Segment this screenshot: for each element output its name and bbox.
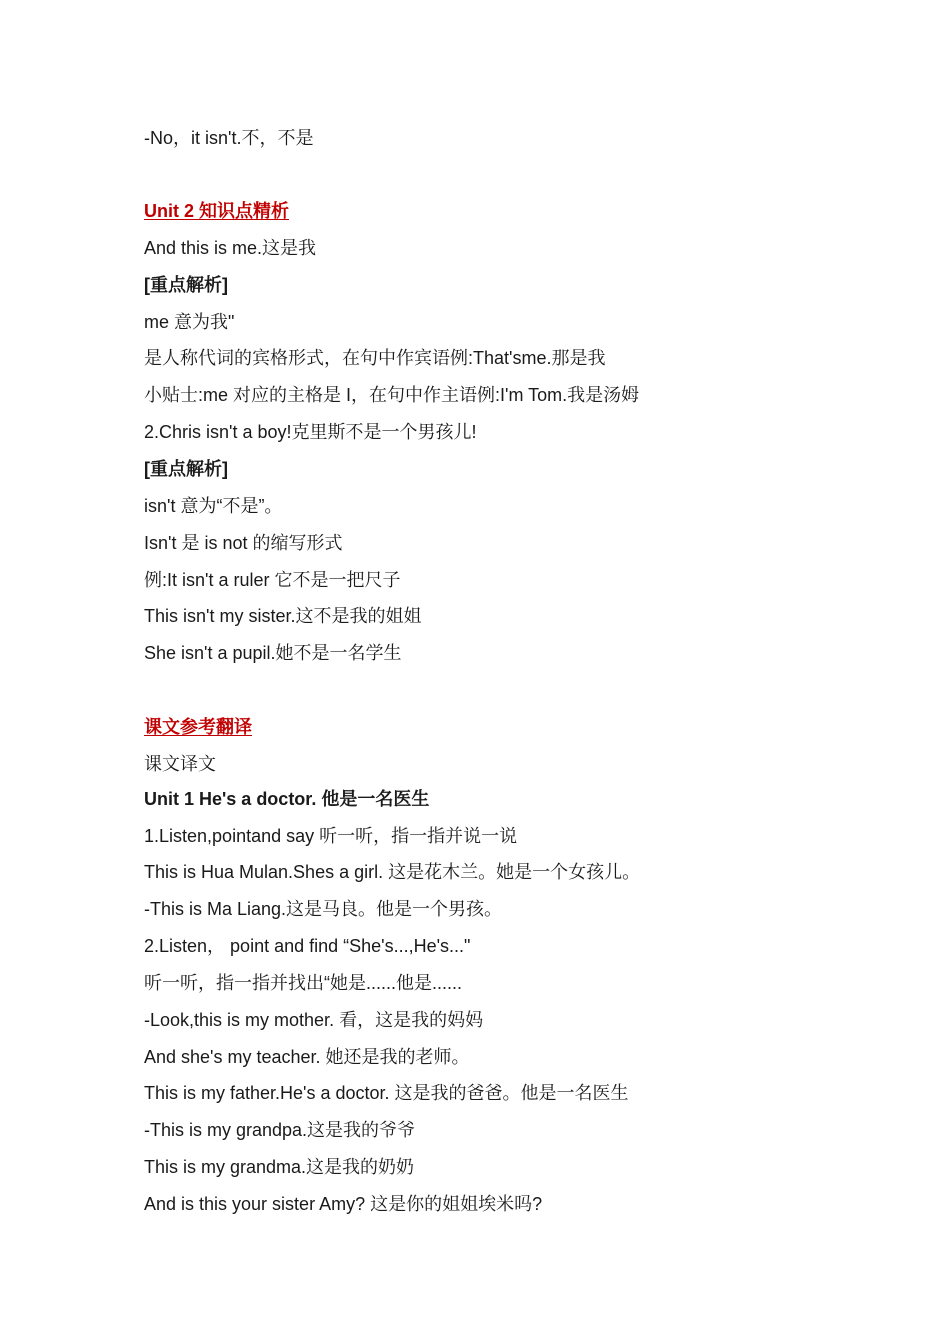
text-line: She isn't a pupil.她不是一名学生 [144, 643, 402, 663]
text-line: 1.Listen,pointand say 听一听，指一指并说一说 [144, 826, 518, 846]
text-line: And this is me.这是我 [144, 238, 317, 258]
text-line: This is my father.He's a doctor. 这是我的爸爸。他是一名医生 [144, 1083, 629, 1103]
section-heading: Unit 2 知识点精析 [144, 201, 290, 221]
text-line: isn't 意为“不是”。 [144, 496, 283, 516]
text-line: And is this your sister Amy? 这是你的姐姐埃米吗? [144, 1194, 543, 1214]
text-line: This is Hua Mulan.Shes a girl. 这是花木兰。她是一个女孩儿。 [144, 862, 641, 882]
subheading: [重点解析] [144, 275, 228, 295]
text-line: -Look,this is my mother. 看，这是我的妈妈 [144, 1010, 484, 1030]
text-line: 听一听，指一指并找出“她是......他是...... [144, 973, 463, 993]
text-line: -This is my grandpa.这是我的爷爷 [144, 1120, 416, 1140]
text-line: 课文译文 [144, 754, 216, 774]
text-line: -This is Ma Liang.这是马良。他是一个男孩。 [144, 899, 503, 919]
text-line: 是人称代词的宾格形式，在句中作宾语例:That'sme.那是我 [144, 348, 606, 368]
text-line: And she's my teacher. 她还是我的老师。 [144, 1047, 470, 1067]
subheading: Unit 1 He's a doctor. 他是一名医生 [144, 789, 430, 809]
text-line: 2.Chris isn't a boy!克里斯不是一个男孩儿! [144, 422, 477, 442]
text-line: Isn't 是 is not 的缩写形式 [144, 533, 343, 553]
section-heading: 课文参考翻译 [144, 717, 252, 737]
text-line: 小贴士:me 对应的主格是 I，在句中作主语例:I'm Tom.我是汤姆 [144, 385, 640, 405]
text-line: This isn't my sister.这不是我的姐姐 [144, 606, 422, 626]
subheading: [重点解析] [144, 459, 228, 479]
text-line: 例:It isn't a ruler 它不是一把尺子 [144, 570, 401, 590]
text-line: me 意为我" [144, 312, 235, 332]
text-line: -No，it isn't.不，不是 [144, 128, 314, 148]
text-line: 2.Listen， point and find “She's...,He's..." [144, 936, 471, 956]
text-line: This is my grandma.这是我的奶奶 [144, 1157, 415, 1177]
